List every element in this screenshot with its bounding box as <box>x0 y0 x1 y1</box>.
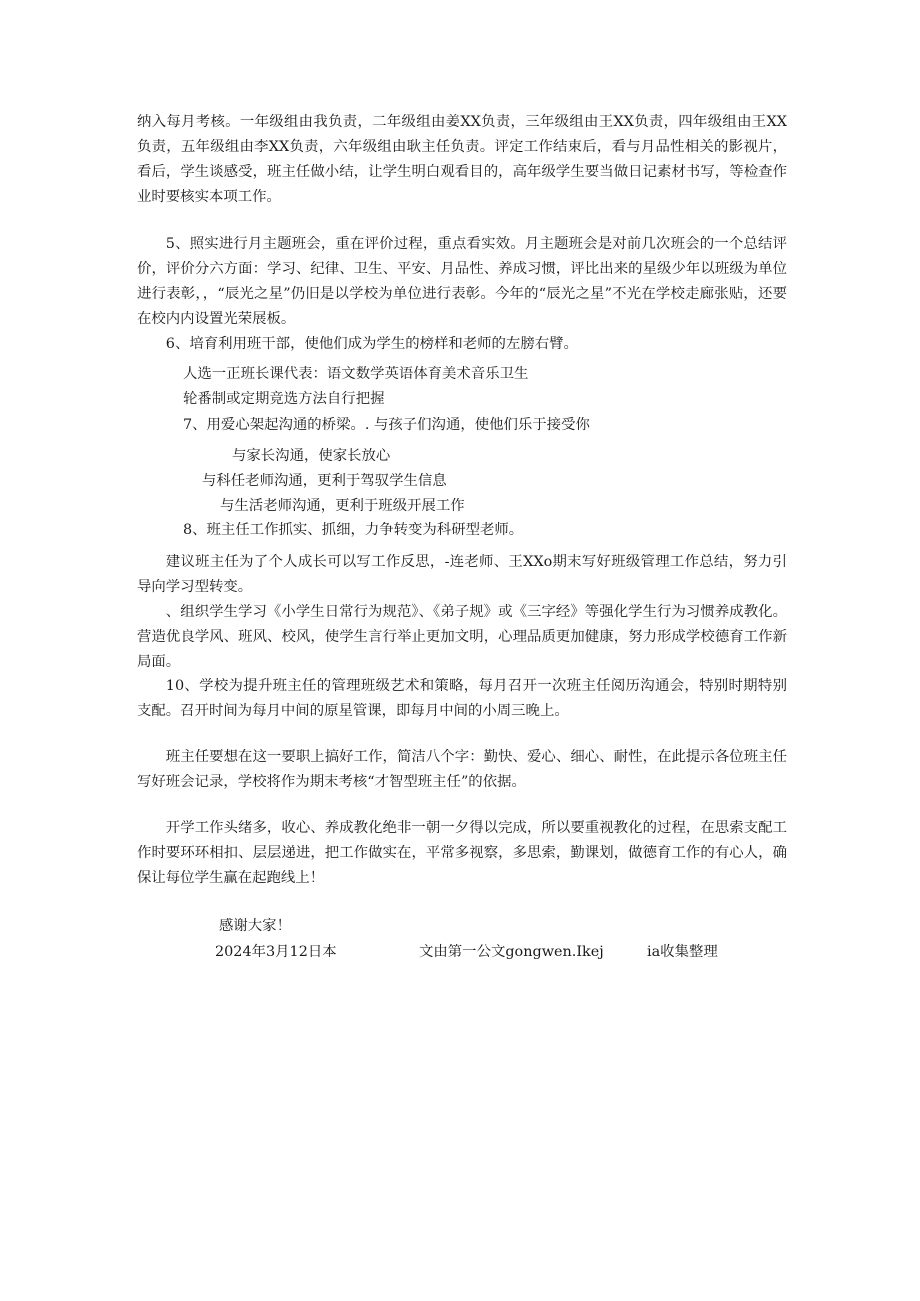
paragraph-summary: 班主任要想在这一要职上搞好工作，简洁八个字：勤快、爱心、细心、耐性，在此提示各位班主任写好班会记录，学校将作为期末考核“才智型班主任”的依据。 <box>137 749 787 790</box>
closing-thanks: 感谢大家！ <box>219 918 291 934</box>
line-subject-teachers: 与科任老师沟通，更利于驾驭学生信息 <box>202 473 447 489</box>
paragraph-item-5: 5、照实进行月主题班会，重在评价过程，重点看实效。月主题班会是对前几次班会的一个总结评价，评价分六方面：学习、纪律、卫生、平安、月品性、养成习惯，评比出来的星级少年以班级为单位进行表彰，，“辰光之星”仍旧是以学校为单位进行表彰。今年的“辰光之星”不光在学校走廊张贴，还要在校内内设置光荣展板。 <box>137 236 787 327</box>
paragraph-item-7: 7、用爱心架起沟通的桥梁。. 与孩子们沟通，使他们乐于接受你 <box>183 417 590 433</box>
line-rotation: 轮番制或定期竞选方法自行把握 <box>183 391 385 407</box>
paragraph-item-9: 、组织学生学习《小学生日常行为规范》、《弟子规》或《三字经》等强化学生行为习惯养成教化。营造优良学风、班风、校风，使学生言行举止更加文明，心理品质更加健康，努力形成学校德育工作新局面。 <box>137 604 787 670</box>
line-parents: 与家长沟通，使家长放心 <box>232 448 391 464</box>
line-life-teachers: 与生活老师沟通，更利于班级开展工作 <box>220 498 465 514</box>
closing-date: 2024年3月12日本 <box>215 944 337 960</box>
paragraph-conclusion: 开学工作头绪多，收心、养成教化绝非一朝一夕得以完成，所以要重视教化的过程，在思索支配工作时要环环相扣、层层递进，把工作做实在，平常多视察，多思索，勤课划，做德育工作的有心人，确保让每位学生赢在起跑线上！ <box>137 820 787 886</box>
line-class-leaders: 人选一正班长课代表：语文数学英语体育美术音乐卫生 <box>183 366 529 382</box>
closing-signature <box>215 940 718 965</box>
paragraph-item-10: 10、学校为提升班主任的管理班级艺术和策略，每月召开一次班主任阅历沟通会，特别时期特别支配。召开时间为每月中间的原星管课，即每月中间的小周三晚上。 <box>137 678 787 719</box>
paragraph-item-6: 6、培育利用班干部，使他们成为学生的榜样和老师的左膀右臂。 <box>165 336 578 352</box>
paragraph-reflection: 建议班主任为了个人成长可以写工作反思，-连老师、王XXo期末写好班级管理工作总结，努力引导向学习型转变。 <box>137 554 787 595</box>
closing-source-tail: ia收集整理 <box>647 944 718 960</box>
closing-source: 文由第一公文gongwen.Ikej <box>419 944 604 960</box>
paragraph-item-8: 8、班主任工作抓实、抓细，力争转变为科研型老师。 <box>183 522 524 538</box>
paragraph-grade-groups: 纳入每月考核。一年级组由我负责，二年级组由姜XX负责，三年级组由王XX负责，四年级组由王XX负责，五年级组由李XX负责，六年级组由耿主任负责。评定工作结束后，看与月品性相关的影视片，看后，学生谈感受，班主任做小结，让学生明白观看目的，高年级学生要当做日记素材书写，等检查作业时要核实本项工作。 <box>137 114 787 205</box>
